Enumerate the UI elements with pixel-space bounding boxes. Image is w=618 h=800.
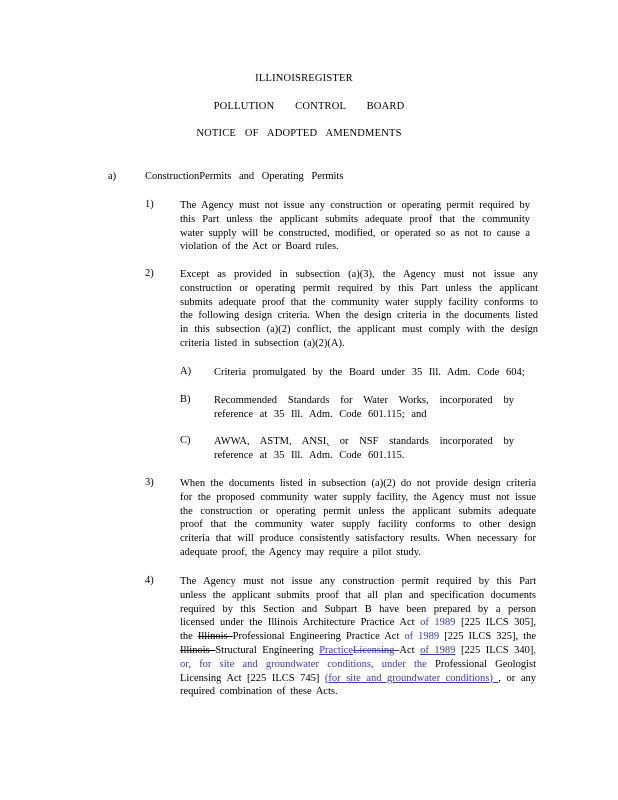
item-1-text: The Agency must not issue any construction or operating permit required by this Part unless the applicant submits adequate proof that the community water supply will be constructed, modified, or operated so as not to cause a violation of the Act or Board rules. [180,200,530,253]
item-2-text: Except as provided in subsection (a)(3), the Agency must not issue any construction or operating permit required by this Part unless the applicant submits adequate proof that the community water supply facility conforms to the following design criteria. When the design criteria in the documents listed in this subsection (a)(2) conflict, the applicant must comply with the design criteria listed in subsection (a)(2)(A). [180,269,538,349]
notice-header: NOTICE OF ADOPTED AMENDMENTS [196,128,402,139]
section-a-title: ConstructionPermits and Operating Permits [145,171,344,182]
board-header: POLLUTION CONTROL BOARD [213,101,405,112]
item-2c-text: AWWA, ASTM, ANSI, or NSF standards incorporated by reference at 35 Ill. Adm. Code 601.115. [214,436,514,461]
item-4-label: 4) [145,575,154,586]
item-4-text: The Agency must not issue any construction permit required by this Part unless the applicant submits proof that all plan and specification documents required by this Section and Subpart B have been prepared by a person licensed under the Illinois Architecture Practice Act of 1989 [225 ILCS 305], the Illinois Professional Engineering Practice Act of 1989 [225 ILCS 325], the Illinois Structural Engineering PracticeLicensing Act of 1989 [225 ILCS 340], or, for site and groundwater conditions, under the Professional Geologist Licensing Act [225 ILCS 745] (for site and groundwater conditions) , or any required combination of these Acts. [180,576,537,698]
item-2b-label: B) [180,394,191,405]
item-2b-text: Recommended Standards for Water Works, incorporated by reference at 35 Ill. Adm. Code 601.115; and [214,395,514,420]
item-3-label: 3) [145,477,154,488]
item-2c-label: C) [180,435,191,446]
item-2-label: 2) [145,268,154,279]
item-1-label: 1) [145,199,154,210]
item-2a-label: A) [180,366,192,377]
register-header: ILLINOISREGISTER [255,73,353,84]
item-2a-text: Criteria promulgated by the Board under 35 Ill. Adm. Code 604; [214,367,525,378]
section-a-label: a) [108,171,117,182]
item-3-text: When the documents listed in subsection (a)(2) do not provide design criteria for the proposed community water supply facility, the Agency must not issue the construction or operating permit unless the applicant submits adequate proof that the community water supply facility conforms to other design criteria that will produce consistently satisfactory results. When necessary for adequate proof, the Agency may require a pilot study. [180,478,536,558]
